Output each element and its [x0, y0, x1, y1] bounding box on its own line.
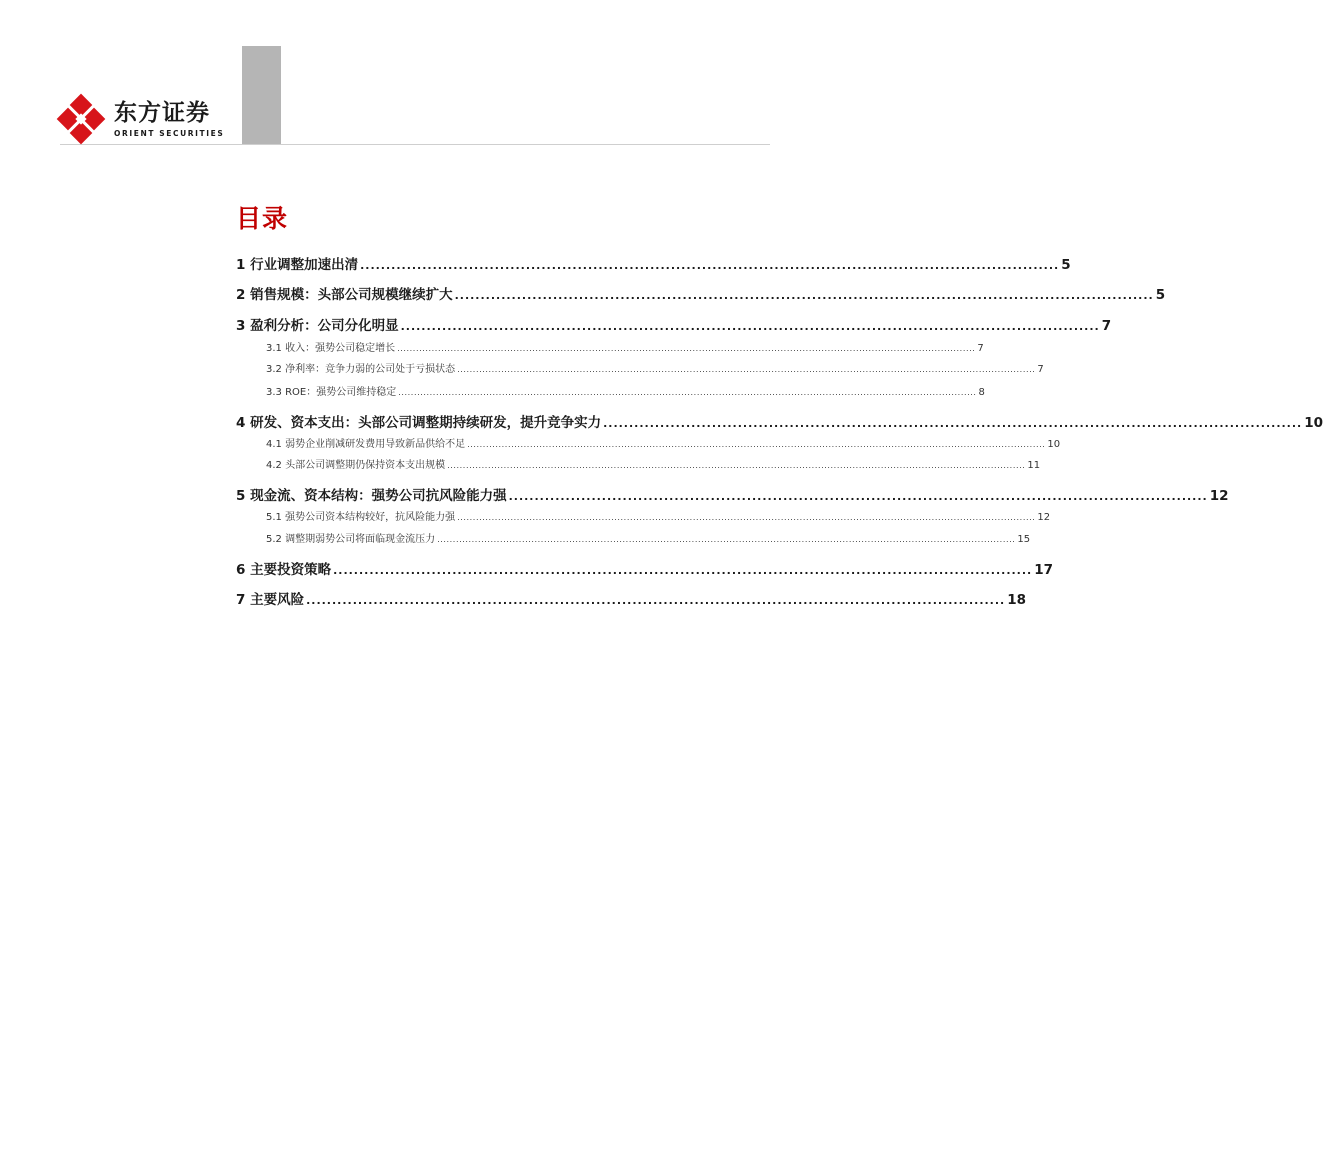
toc-entry-5-1[interactable] — [236, 509, 1051, 527]
toc-leader-dots: ....................................................................................................................................... — [333, 564, 1033, 577]
toc-leader-dots: ....................................................................................................................................... — [603, 417, 1303, 430]
logo-english-name: ORIENT SECURITIES — [114, 129, 225, 138]
toc-entry-label: 1 行业调整加速出清 — [236, 257, 359, 273]
toc-leader-dots: ........................................................................................................................................................................................ — [398, 388, 977, 397]
toc-entry-label: 7 主要风险 — [236, 592, 305, 608]
toc-entry-label: 6 主要投资策略 — [236, 562, 332, 578]
toc-entry-label: 3.1 收入：强势公司稳定增长 — [266, 343, 396, 354]
header-gray-tab — [242, 46, 281, 144]
toc-entry-3-3[interactable] — [236, 384, 985, 402]
toc-entry-label: 5.1 强势公司资本结构较好，抗风险能力强 — [266, 512, 456, 523]
toc-leader-dots: ....................................................................................................................................... — [400, 320, 1100, 333]
toc-entry-page: 17 — [1034, 562, 1054, 578]
toc-leader-dots: ....................................................................................................................................... — [454, 289, 1154, 302]
toc-entry-4-2[interactable] — [236, 457, 1041, 475]
toc-entry-3[interactable] — [236, 315, 1112, 337]
toc-leader-dots: ........................................................................................................................................................................................ — [457, 365, 1036, 374]
toc-entry-5-2[interactable] — [236, 531, 1031, 549]
toc-entry-page: 15 — [1017, 534, 1031, 545]
toc-entry-label: 5.2 调整期弱势公司将面临现金流压力 — [266, 534, 436, 545]
toc-entry-page: 5 — [1155, 287, 1166, 303]
toc-entry-4-1[interactable] — [236, 436, 1061, 454]
toc-entry-label: 4.2 头部公司调整期仍保持资本支出规模 — [266, 460, 446, 471]
toc-entry-label: 3.2 净利率：竞争力弱的公司处于亏损状态 — [266, 364, 456, 375]
toc-leader-dots: ........................................................................................................................................................................................ — [457, 513, 1036, 522]
toc-entry-6[interactable] — [236, 559, 1054, 581]
toc-entry-label: 3 盈利分析：公司分化明显 — [236, 318, 399, 334]
toc-entry-page: 7 — [1101, 318, 1112, 334]
toc-entry-page: 10 — [1047, 439, 1061, 450]
toc-leader-dots: ........................................................................................................................................................................................ — [447, 461, 1026, 470]
toc-entry-label: 2 销售规模：头部公司规模继续扩大 — [236, 287, 453, 303]
toc-entry-label: 5 现金流、资本结构：强势公司抗风险能力强 — [236, 488, 507, 504]
toc-entry-page: 5 — [1061, 257, 1071, 273]
toc-entry-page: 10 — [1304, 415, 1323, 431]
toc-entry-2[interactable] — [236, 284, 1166, 306]
logo-chinese-name: 东方证券 — [114, 100, 210, 126]
toc-entry-3-2[interactable] — [236, 361, 1044, 379]
toc-entry-page: 18 — [1007, 592, 1027, 608]
toc-leader-dots: ....................................................................................................................................... — [508, 490, 1208, 503]
toc-entry-4[interactable] — [236, 412, 1323, 434]
toc-entry-page: 8 — [978, 387, 985, 398]
toc-entry-1[interactable] — [236, 254, 1071, 276]
toc-entry-label: 3.3 ROE：强势公司维持稳定 — [266, 387, 397, 398]
toc-entry-3-1[interactable] — [236, 340, 984, 358]
toc-entry-page: 7 — [977, 343, 984, 354]
toc-leader-dots: ........................................................................................................................................................................................ — [397, 344, 976, 353]
toc-leader-dots: ....................................................................................................................................... — [306, 594, 1006, 607]
toc-leader-dots: ....................................................................................................................................... — [360, 259, 1060, 272]
toc-leader-dots: ........................................................................................................................................................................................ — [437, 535, 1016, 544]
toc-entry-page: 12 — [1037, 512, 1051, 523]
toc-entry-label: 4 研发、资本支出：头部公司调整期持续研发，提升竞争实力 — [236, 415, 602, 431]
toc-entry-page: 7 — [1037, 364, 1044, 375]
toc-title: 目录 — [236, 204, 289, 233]
toc-entry-5[interactable] — [236, 485, 1229, 507]
header-divider — [60, 144, 770, 145]
toc-entry-page: 11 — [1027, 460, 1041, 471]
toc-leader-dots: ........................................................................................................................................................................................ — [467, 440, 1046, 449]
toc-entry-page: 12 — [1209, 488, 1229, 504]
toc-entry-7[interactable] — [236, 589, 1027, 611]
orient-securities-logo-icon — [58, 96, 104, 142]
toc-entry-label: 4.1 弱势企业削减研发费用导致新品供给不足 — [266, 439, 466, 450]
